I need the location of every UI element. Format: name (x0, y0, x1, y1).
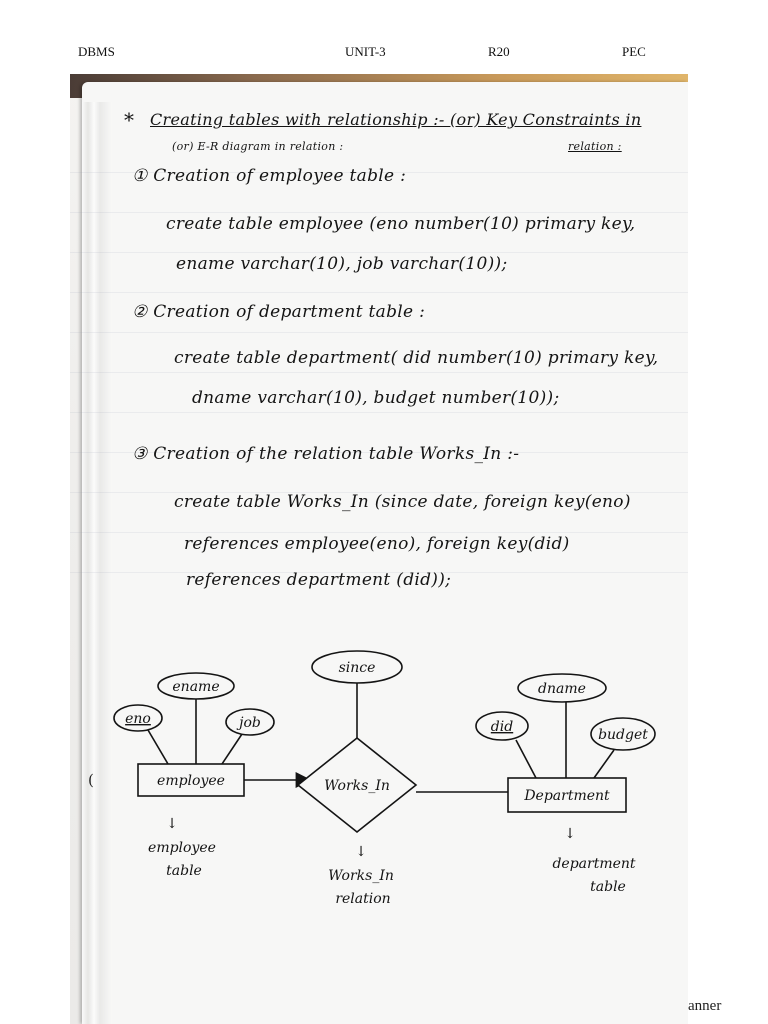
step3-line2: references employee(eno), foreign key(did) (184, 534, 570, 554)
entity-employee: employee (157, 773, 225, 789)
label-department-table-2: table (590, 879, 626, 895)
step3-title: ③ Creation of the relation table Works_In :- (132, 444, 520, 464)
step3-line3: references department (did)); (186, 570, 452, 590)
er-diagram (70, 74, 688, 1024)
label-relation-1: Works_In (328, 868, 394, 884)
title-sub-right: relation : (568, 140, 622, 153)
line-job (222, 734, 242, 764)
notebook-photo (70, 74, 688, 1024)
label-relation-2: relation (335, 891, 391, 907)
step1-line1: create table employee (eno number(10) primary key, (166, 214, 636, 234)
label-department-table-1: department (552, 856, 636, 872)
relationship-works-in: Works_In (324, 778, 390, 794)
attr-budget: budget (598, 727, 648, 743)
attr-ename: ename (172, 679, 220, 695)
title-sub-left: (or) E-R diagram in relation : (172, 140, 344, 153)
header-college: PEC (622, 44, 646, 59)
arrow-relation: ↓ (355, 844, 367, 860)
arrow-department-table: ↓ (564, 826, 576, 842)
line-eno (148, 730, 168, 764)
attr-dname: dname (538, 681, 586, 697)
arrow-employee-table: ↓ (166, 816, 178, 832)
step1-line2: ename varchar(10), job varchar(10)); (176, 254, 508, 274)
attr-did: did (490, 719, 514, 735)
title-main: Creating tables with relationship :- (or) Key Constraints in (150, 110, 642, 129)
header-subject: DBMS (78, 44, 115, 59)
header-regulation: R20 (488, 44, 510, 59)
header-unit: UNIT-3 (345, 44, 386, 59)
margin-mark: ( (88, 771, 94, 789)
label-employee-table-2: table (166, 863, 202, 879)
footer-cut-text: anner (688, 998, 722, 1014)
entity-department: Department (524, 788, 610, 804)
step2-title: ② Creation of department table : (132, 302, 426, 322)
line-did (516, 740, 536, 778)
label-employee-table-1: employee (148, 840, 216, 856)
step1-title: ① Creation of employee table : (132, 166, 407, 186)
step2-line2: dname varchar(10), budget number(10)); (192, 388, 560, 408)
step2-line1: create table department( did number(10) primary key, (174, 348, 659, 368)
title-star: * (124, 108, 135, 132)
step3-line1: create table Works_In (since date, foreign key(eno) (174, 492, 631, 512)
line-budget (594, 750, 614, 778)
attr-job: job (239, 715, 261, 731)
attr-eno: eno (125, 711, 151, 727)
attr-since: since (338, 660, 376, 676)
